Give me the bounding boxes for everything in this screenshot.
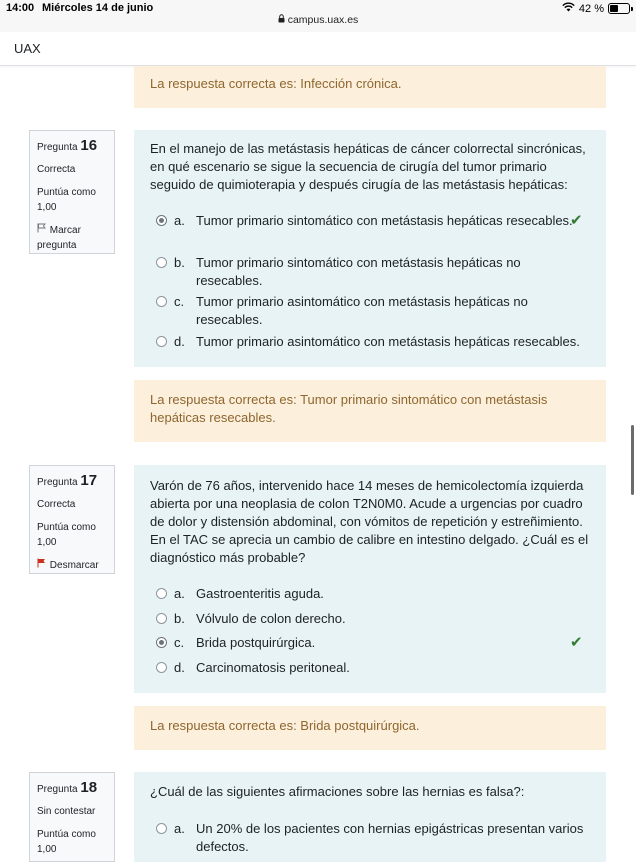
question-text: ¿Cuál de las siguientes afirmaciones sobre las hernias es falsa?:: [150, 784, 525, 799]
question-grade: [37, 827, 107, 857]
radio-selected[interactable]: [156, 637, 167, 648]
answer-letter: d.: [174, 334, 185, 349]
question-number: [37, 137, 107, 154]
radio-selected[interactable]: [156, 215, 167, 226]
feedback-q16: [134, 380, 606, 442]
check-icon: ✔: [570, 634, 583, 651]
answer-text: Un 20% de los pacientes con hernias epigástricas presentan varios defectos.: [196, 821, 584, 854]
status-bar: [0, 0, 636, 32]
question-text: En el manejo de las metástasis hepáticas de cáncer colorrectal sincrónicas, en qué escenario se sigue la secuencia de cirugía del tumor primario seguido de quimioterapia y después cirugía de las metástasis hepáticas:: [150, 141, 586, 192]
answer-letter: a.: [174, 213, 185, 228]
status-date: Miércoles 14 de junio: [42, 2, 154, 14]
radio[interactable]: [156, 336, 167, 347]
flag-question-button[interactable]: [37, 223, 107, 253]
question-grade: [37, 520, 107, 550]
question-info-16: [29, 130, 115, 254]
question-number: [37, 472, 107, 489]
url-bar[interactable]: [0, 14, 636, 26]
flag-icon: [37, 558, 47, 573]
answer-letter: b.: [174, 611, 185, 626]
radio[interactable]: [156, 823, 167, 834]
grade-value: 1,00: [37, 537, 57, 548]
question-number-value: 18: [80, 779, 98, 796]
check-icon: ✔: [570, 212, 583, 229]
question-prefix: Pregunta: [37, 477, 78, 488]
battery-level: [610, 5, 618, 12]
site-brand[interactable]: UAX: [14, 41, 41, 56]
question-content-16: [134, 130, 606, 367]
radio[interactable]: [156, 613, 167, 624]
answer-text: Tumor primario sintomático con metástasis hepáticas no resecables.: [196, 255, 521, 288]
flag-label: Desmarcar: [49, 560, 99, 571]
lock-icon: [278, 14, 285, 26]
site-header: [0, 32, 636, 66]
answer-text: Tumor primario asintomático con metástasis hepáticas no resecables.: [196, 294, 528, 327]
feedback-text: La respuesta correcta es: Brida postquirúrgica.: [150, 718, 420, 733]
question-state: Correcta: [37, 164, 76, 175]
question-grade: [37, 185, 107, 215]
question-number-value: 16: [80, 137, 98, 154]
answer-text: Tumor primario asintomático con metástasis hepáticas resecables.: [196, 334, 580, 349]
answer-letter: b.: [174, 255, 185, 270]
answer-text: Brida postquirúrgica.: [196, 635, 316, 650]
answer-letter: c.: [174, 294, 185, 309]
answer-letter: d.: [174, 660, 185, 675]
grade-value: 1,00: [37, 202, 57, 213]
status-time: 14:00: [6, 2, 35, 14]
feedback-q15: [134, 66, 606, 108]
grade-value: 1,00: [37, 844, 57, 855]
question-info-18: [29, 772, 115, 862]
question-prefix: Pregunta: [37, 142, 78, 153]
feedback-text: La respuesta correcta es: Infección crónica.: [150, 76, 402, 91]
radio[interactable]: [156, 257, 167, 268]
question-number: [37, 779, 107, 796]
question-state: Correcta: [37, 499, 76, 510]
battery-percent: 42 %: [578, 2, 604, 15]
answer-text: Vólvulo de colon derecho.: [196, 611, 346, 626]
feedback-text: La respuesta correcta es: Tumor primario sintomático con metástasis hepáticas resecables.: [150, 392, 548, 425]
radio[interactable]: [156, 662, 167, 673]
answer-letter: c.: [174, 635, 185, 650]
answer-text: Gastroenteritis aguda.: [196, 586, 324, 601]
battery-icon: [608, 3, 630, 14]
unflag-question-button[interactable]: [37, 558, 107, 573]
page-scrollbar[interactable]: [631, 425, 634, 495]
answer-letter: a.: [174, 821, 185, 836]
question-prefix: Pregunta: [37, 784, 78, 795]
flag-icon: [37, 223, 47, 238]
question-info-17: [29, 465, 115, 574]
radio[interactable]: [156, 588, 167, 599]
flag-label: Marcar pregunta: [37, 225, 81, 251]
url-text: campus.uax.es: [287, 14, 359, 26]
grade-label: Puntúa como: [37, 187, 96, 198]
answer-text: Carcinomatosis peritoneal.: [196, 660, 350, 675]
question-number-value: 17: [80, 472, 98, 489]
grade-label: Puntúa como: [37, 522, 96, 533]
question-text: Varón de 76 años, intervenido hace 14 meses de hemicolectomía izquierda abierta por una neoplasia de colon T2N0M0. Acude a urgencias por cuadro de dolor y distensión abdominal, con vómitos de repetición y estreñimiento. En el TAC se aprecia un cambio de calibre en intestino delgado. ¿Cuál es el diagnóstico más probable?: [150, 478, 589, 565]
feedback-q17: [134, 706, 606, 750]
question-state: Sin contestar: [37, 806, 96, 817]
radio[interactable]: [156, 296, 167, 307]
answer-text: Tumor primario sintomático con metástasis hepáticas resecables.: [196, 213, 573, 228]
grade-label: Puntúa como: [37, 829, 96, 840]
answer-letter: a.: [174, 586, 185, 601]
